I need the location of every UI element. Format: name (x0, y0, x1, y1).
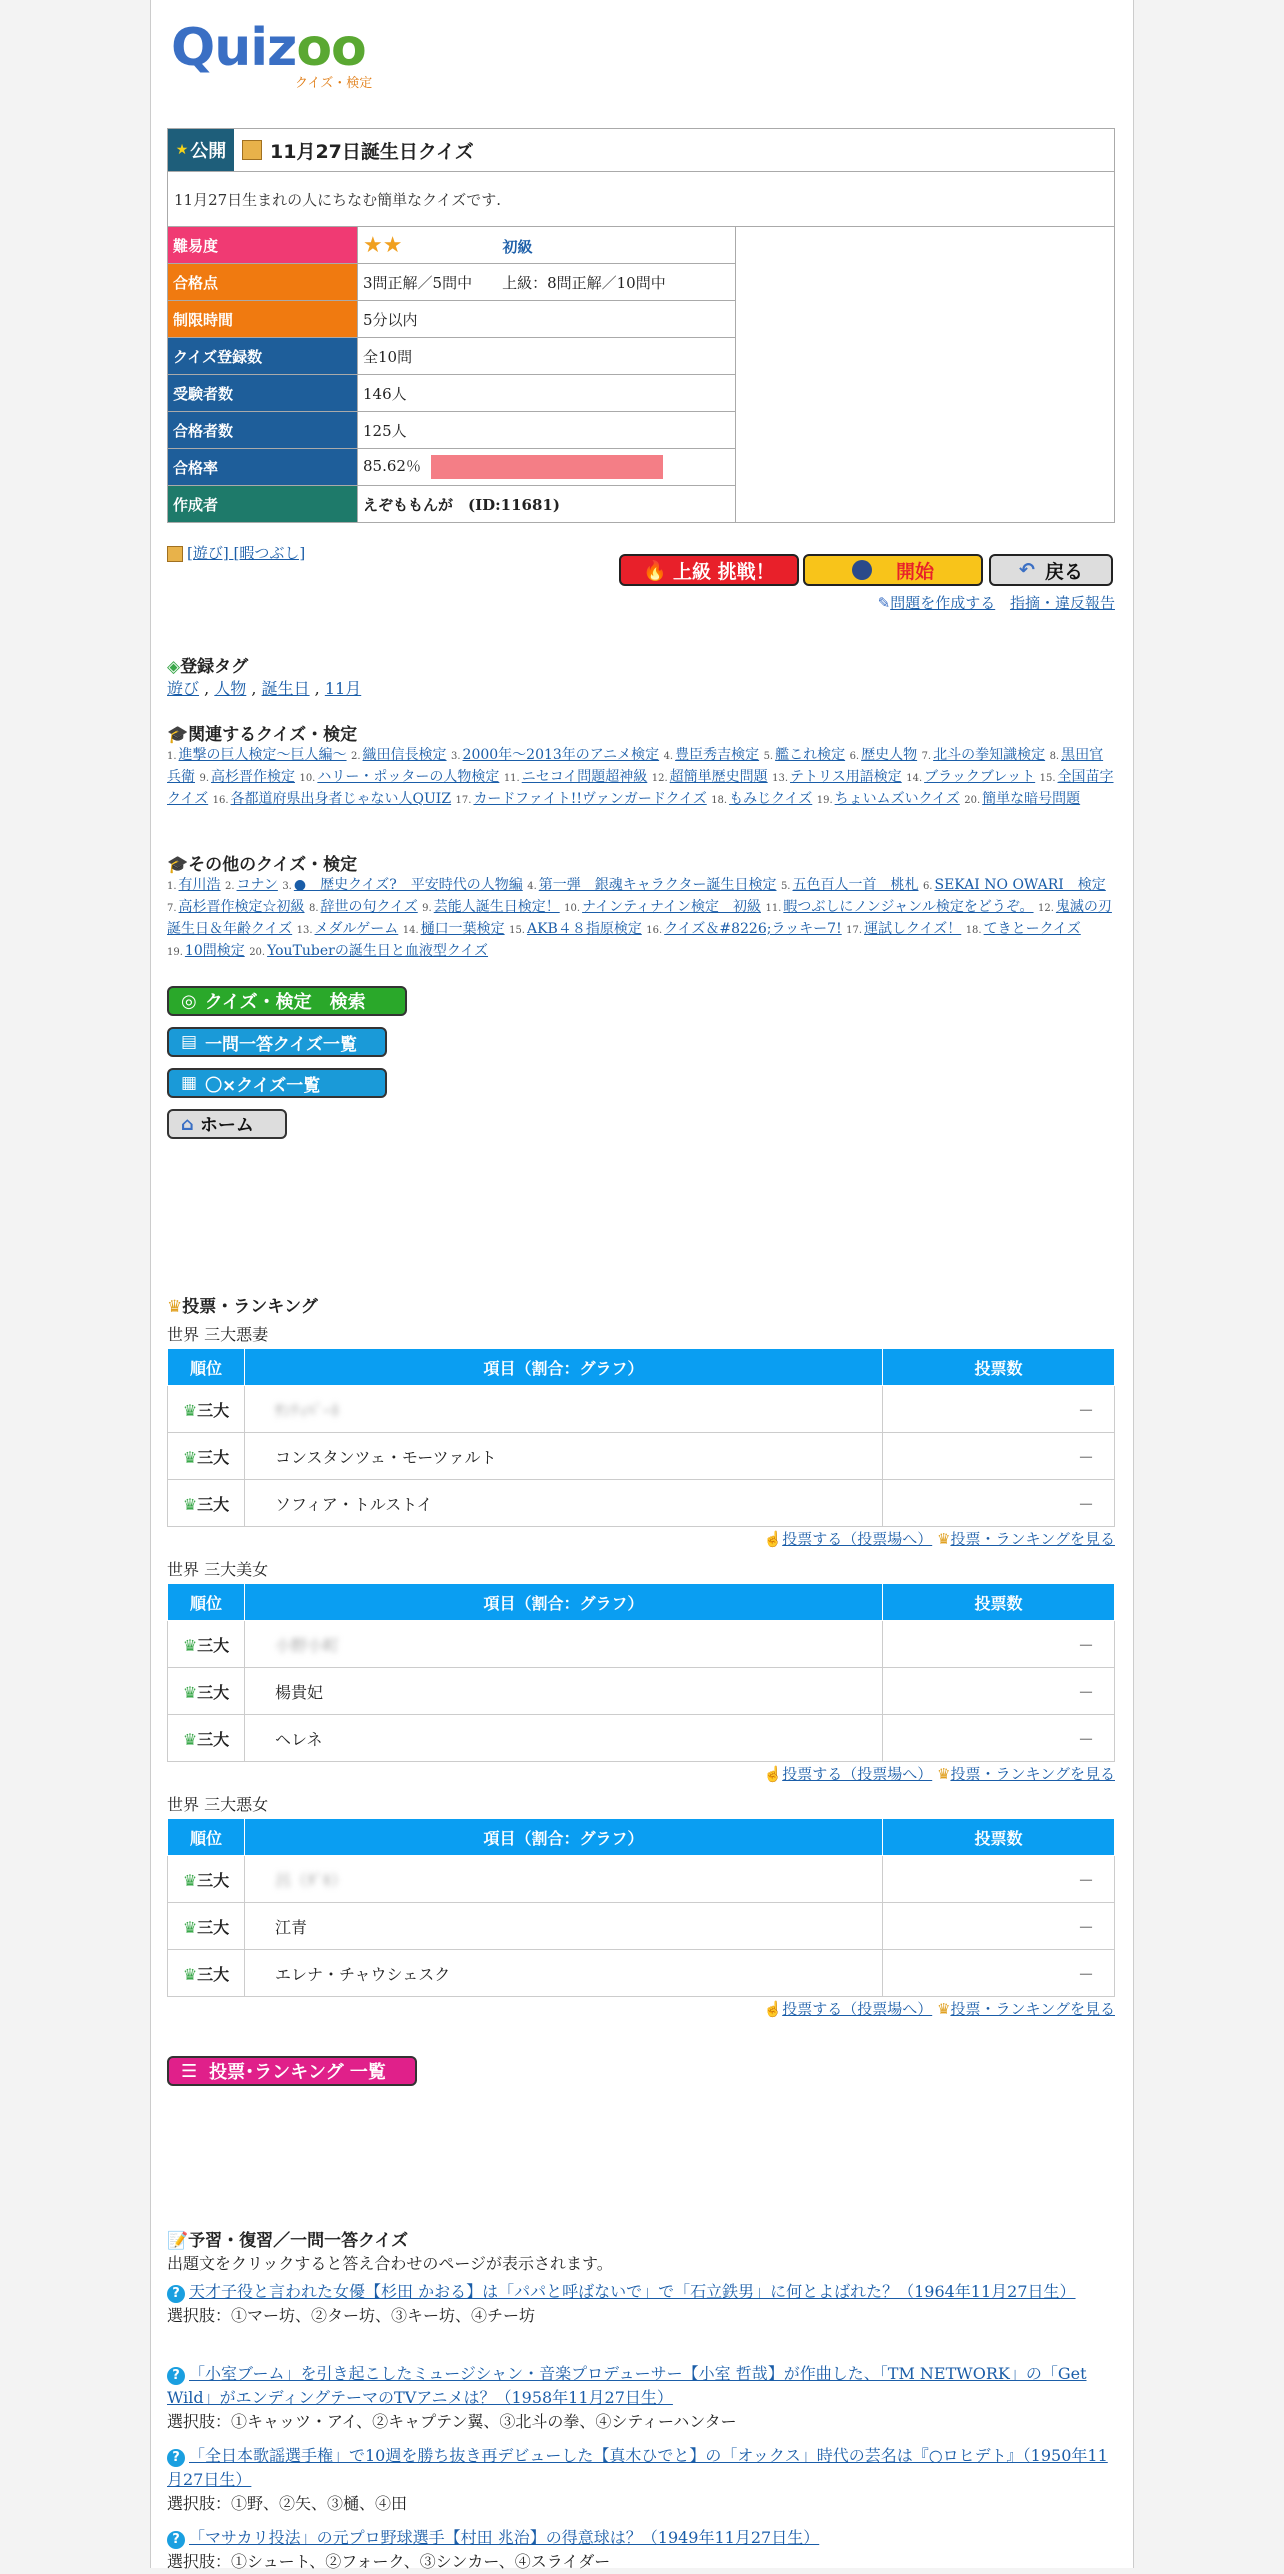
crown-icon: ♛ (182, 1447, 198, 1467)
list-number: 14. (402, 925, 419, 936)
quiz-link[interactable]: 北斗の拳知識検定 (933, 747, 1046, 763)
list-number: 18. (711, 795, 728, 806)
quiz-link[interactable]: 豊臣秀吉検定 (675, 747, 760, 763)
table-row (168, 1480, 1115, 1527)
poll-table (167, 1583, 1115, 1762)
quiz-link[interactable]: 簡単な暗号問題 (982, 791, 1081, 807)
back-button[interactable]: ↶ 戻る (989, 554, 1113, 586)
flame-icon: 🔥 (643, 559, 668, 582)
review-item (167, 2280, 1115, 2328)
rank-label: 三大 (197, 1682, 230, 1702)
rank-label: 三大 (197, 1917, 230, 1937)
poll-title: 世界 三大悪妻 (167, 1325, 269, 1344)
quiz-link[interactable]: AKB４８指原検定 (526, 921, 642, 937)
pencil-icon: ✎ (877, 594, 891, 612)
list-number: 4. (527, 881, 537, 892)
crown-icon: ♛ (182, 1682, 198, 1702)
quiz-link[interactable]: 高杉晋作検定 (211, 769, 295, 785)
list-number: 3. (282, 881, 292, 892)
tag-link[interactable]: 人物 (214, 679, 247, 698)
tag-link[interactable]: 遊び (167, 679, 200, 698)
quiz-link[interactable]: 超簡単歴史問題 (669, 769, 768, 785)
count-header: 投票数 (883, 1584, 1115, 1621)
list-number: 16. (212, 795, 229, 806)
review-question-link[interactable]: 「マサカリ投法」の元プロ野球選手【村田 兆治】の得意球は？（1949年11月27日生） (189, 2528, 820, 2547)
others-heading: 🎓その他のクイズ・検定 (167, 855, 358, 875)
count-header: 投票数 (883, 1349, 1115, 1386)
question-count: 全10問 (358, 338, 736, 375)
quiz-link[interactable]: クイズ＆#8226;ラッキー7! (664, 921, 842, 937)
review-item (167, 2444, 1115, 2516)
table-row (168, 1386, 1115, 1433)
question-icon: ? (167, 2367, 185, 2385)
list-number: 20. (249, 947, 266, 958)
list-number: 20. (964, 795, 981, 806)
quiz-link[interactable]: ハリー・ポッターの人物検定 (317, 769, 500, 785)
quiz-link[interactable]: ちょいムズいクイズ (834, 791, 960, 807)
others-list (167, 875, 1115, 963)
see-ranking-link[interactable]: 投票・ランキングを見る (950, 1530, 1115, 1548)
quiz-link[interactable]: 第一弾 銀魂キャラクター誕生日検定 (538, 877, 777, 893)
quiz-link[interactable]: 各都道府県出身者じゃない人QUIZ (230, 791, 452, 807)
difficulty-value: 初級 (502, 237, 533, 256)
list-number: 13. (772, 773, 789, 784)
create-question-link[interactable]: 問題を作成する (890, 594, 996, 612)
tag-icon: ◈ (167, 657, 181, 677)
crown-icon: ♛ (182, 1729, 198, 1749)
quiz-link[interactable]: カードファイト!!ヴァンガードクイズ (473, 791, 707, 807)
table-row (168, 1903, 1115, 1950)
quiz-link[interactable]: ● 歴史クイズ? 平安時代の人物編 (293, 877, 523, 893)
crown-icon: ♛ (167, 1297, 183, 1317)
see-ranking-link[interactable]: 投票・ランキングを見る (950, 2000, 1115, 2018)
poll-links (764, 1998, 1116, 2019)
quiz-title: 11月27日誕生日クイズ (270, 140, 474, 163)
quiz-link[interactable]: 有川浩 (178, 877, 221, 893)
start-button[interactable]: 開始 (803, 554, 983, 586)
poll-links (764, 1528, 1116, 1549)
list-number: 17. (455, 795, 472, 806)
review-item (167, 2526, 1115, 2574)
list-number: 9. (199, 773, 209, 784)
list-number: 5. (780, 881, 791, 892)
tag-link[interactable]: 11月 (324, 679, 362, 698)
list-number: 1. (167, 751, 177, 762)
quiz-link[interactable]: コナン (236, 877, 278, 893)
list-number: 3. (451, 751, 461, 762)
poll-item: 小野小町 (275, 1635, 340, 1655)
quiz-link[interactable]: 辞世の句クイズ (320, 899, 418, 915)
list-number: 4. (663, 751, 674, 762)
quiz-link[interactable]: 運試しクイズ！ (864, 921, 962, 937)
question-icon: ? (167, 2531, 185, 2549)
table-row (168, 1950, 1115, 1997)
crown-icon: ♛ (182, 1494, 198, 1514)
list-icon: ▤ (181, 1032, 198, 1052)
vote-icon: ☝ (763, 2000, 783, 2018)
quiz-link[interactable]: メダルゲーム (314, 921, 399, 937)
crown-icon: ♛ (182, 1400, 198, 1420)
ichimon-list-button[interactable]: ▤ 一問一答クイズ一覧 (167, 1027, 387, 1057)
search-icon: ◎ (181, 990, 197, 1012)
vote-link[interactable]: 投票する（投票場へ） (782, 1765, 933, 1783)
list-number: 12. (651, 773, 668, 784)
home-button[interactable]: ⌂ ホーム (167, 1109, 287, 1139)
review-item (167, 2362, 1115, 2434)
pass-score: 3問正解／5問中 上級：8問正解／10問中 (358, 264, 736, 301)
quiz-stats-table: 難易度 ★★ 初級 合格点 3問正解／5問中 上級：8問正解／10問中 制限時間 5分以内 クイズ登録数 全10問 受験者数 146人 合格者数 125人 合格率 85.62％ 作成者 えぞももんが (ID:11681) (168, 227, 736, 522)
related-list (167, 745, 1115, 811)
list-icon: ☰ (181, 2060, 198, 2082)
vote-icon: ☝ (763, 1530, 783, 1548)
review-choices: 選択肢：①マー坊、②ター坊、③キー坊、④チー坊 (167, 2306, 536, 2325)
poll-item: コンスタンツェ・モーツァルト (275, 1447, 497, 1467)
star-icon: ★ (175, 142, 189, 158)
poll-item: ヘレネ (275, 1729, 323, 1749)
rank-header: 順位 (168, 1349, 245, 1386)
quiz-link[interactable]: 鬼滅の刃誕生日＆年齢クイズ (167, 899, 1112, 937)
report-link[interactable]: 指摘・違反報告 (1009, 594, 1115, 612)
vote-count: － (883, 1668, 1115, 1715)
notebook-icon: 📝 (167, 2231, 189, 2251)
rank-header: 順位 (168, 1819, 245, 1856)
list-number: 9. (422, 903, 432, 914)
author: えぞももんが (ID:11681) (358, 486, 736, 523)
quiz-link[interactable]: 織田信長検定 (362, 747, 447, 763)
vote-count: － (883, 1386, 1115, 1433)
report-links (878, 592, 1115, 613)
vote-count: － (883, 1903, 1115, 1950)
quiz-link[interactable]: ニセコイ問題超神級 (521, 769, 648, 785)
list-number: 2. (225, 881, 235, 892)
crown-icon: ♛ (182, 1964, 198, 1984)
rank-label: 三大 (197, 1400, 230, 1420)
vote-count: － (883, 1480, 1115, 1527)
tag-icon (167, 546, 183, 562)
table-row (168, 1856, 1115, 1903)
quiz-link[interactable]: 芸能人誕生日検定！ (433, 899, 560, 915)
item-header: 項目（割合：グラフ） (245, 1819, 883, 1856)
difficulty-stars-icon: ★★ (363, 232, 403, 258)
poll-item: 楊貴妃 (275, 1682, 324, 1702)
quiz-link[interactable]: 樋口一葉検定 (420, 921, 505, 937)
tags-list: 遊び , 人物 , 誕生日 , 11月 (167, 679, 362, 698)
crown-icon: ♛ (182, 1870, 198, 1890)
review-question-link[interactable]: 天才子役と言われた女優【杉田 かおる】は「パパと呼ばないで」で「石立鉄男」に何とよばれた？（1964年11月27日生） (189, 2282, 1076, 2301)
poll-table (167, 1818, 1115, 1997)
public-badge: ★ 公開 (168, 129, 234, 171)
quiz-icon (242, 140, 262, 160)
list-number: 6. (922, 881, 933, 892)
time-limit: 5分以内 (358, 301, 736, 338)
related-heading: 🎓関連するクイズ・検定 (167, 725, 358, 745)
advanced-challenge-button[interactable]: 🔥 上級 挑戦！ (619, 554, 799, 586)
vote-icon: ☝ (763, 1765, 783, 1783)
crown-icon: ♛ (182, 1917, 198, 1937)
poll-table (167, 1348, 1115, 1527)
quiz-link[interactable]: テトリス用語検定 (790, 769, 902, 785)
poll-item: 呂（ﾀﾞｷ） (275, 1870, 348, 1890)
quiz-info-box (167, 128, 1115, 523)
quiz-link[interactable]: YouTuberの誕生日と血液型クイズ (267, 943, 489, 959)
list-number: 15. (1039, 773, 1056, 784)
rank-label: 三大 (197, 1447, 230, 1467)
maru-batsu-list-button[interactable]: ▦ 〇×クイズ一覧 (167, 1068, 387, 1098)
list-number: 1. (167, 881, 177, 892)
tag-link[interactable]: 誕生日 (261, 679, 310, 698)
list-number: 5. (763, 751, 774, 762)
crown-icon: ♛ (936, 1530, 951, 1548)
list-number: 14. (906, 773, 923, 784)
quiz-link[interactable]: ナインティナイン検定 初級 (582, 899, 761, 915)
quiz-link[interactable]: 黒田官兵衛 (167, 747, 1104, 785)
pass-rate: 85.62％ (363, 457, 421, 475)
item-header: 項目（割合：グラフ） (245, 1349, 883, 1386)
quiz-link[interactable]: 2000年〜2013年のアニメ検定 (462, 747, 660, 763)
question-icon: ? (167, 2449, 185, 2467)
home-icon: ⌂ (181, 1113, 194, 1135)
review-choices: 選択肢：①シュート、②フォーク、③シンカー、④スライダー (167, 2552, 611, 2571)
review-subtitle: 出題文をクリックすると答え合わせのページが表示されます。 (167, 2254, 613, 2273)
review-choices: 選択肢：①野、②矢、③樋、④田 (167, 2494, 408, 2513)
list-number: 18. (965, 925, 982, 936)
count-header: 投票数 (883, 1819, 1115, 1856)
see-ranking-link[interactable]: 投票・ランキングを見る (950, 1765, 1115, 1783)
site-logo[interactable]: Quizoo クイズ・検定 (171, 18, 373, 91)
rank-label: 三大 (197, 1870, 230, 1890)
review-question-link[interactable]: 「小室ブーム」を引き起こしたミュージシャン・音楽プロデューサー【小室 哲哉】が作曲した、「TM NETWORK」の「Get Wild」がエンディングテーマのTVアニメは？（1958年11月27日生） (167, 2364, 1087, 2407)
quiz-link[interactable]: 全国苗字クイズ (167, 769, 1114, 807)
poll-title: 世界 三大悪女 (167, 1795, 269, 1814)
list-number: 10. (299, 773, 316, 784)
crown-icon: ♛ (936, 1765, 951, 1783)
ranking-list-button[interactable]: ☰ 投票･ランキング 一覧 (167, 2056, 417, 2086)
question-icon: ? (167, 2285, 185, 2303)
poll-links (764, 1763, 1116, 1784)
quiz-link[interactable]: 10問検定 (184, 943, 245, 959)
list-number: 13. (296, 925, 313, 936)
back-arrow-icon: ↶ (1019, 559, 1035, 581)
vote-count: － (883, 1433, 1115, 1480)
rank-label: 三大 (197, 1964, 230, 1984)
tag-links[interactable]: [遊び] [暇つぶし] (167, 542, 305, 563)
vote-count: － (883, 1621, 1115, 1668)
poll-item: ｻﾝﾃｨﾊﾟｰﾈ (275, 1400, 340, 1420)
list-number: 6. (849, 751, 860, 762)
table-row (168, 1433, 1115, 1480)
quiz-link[interactable]: 五色百人一首 桃札 (792, 877, 919, 893)
list-number: 11. (765, 903, 782, 914)
grid-icon: ▦ (181, 1073, 198, 1093)
list-number: 16. (646, 925, 663, 936)
list-number: 15. (509, 925, 525, 936)
graduation-cap-icon: 🎓 (167, 725, 189, 745)
list-number: 12. (1038, 903, 1054, 914)
quiz-link[interactable]: SEKAI NO OWARI 検定 (934, 877, 1106, 893)
vote-link[interactable]: 投票する（投票場へ） (782, 1530, 933, 1548)
examinee-count: 146人 (358, 375, 736, 412)
table-row (168, 1668, 1115, 1715)
quiz-description: 11月27日生まれの人にちなむ簡単なクイズです. (168, 172, 1114, 227)
list-number: 17. (846, 925, 863, 936)
quiz-link[interactable]: 艦これ検定 (775, 747, 846, 763)
pass-rate-bar (431, 455, 663, 479)
review-choices: 選択肢：①キャッツ・アイ、②キャプテン翼、③北斗の拳、④シティーハンター (167, 2412, 737, 2431)
table-row (168, 1715, 1115, 1762)
list-number: 2. (351, 751, 361, 762)
passer-count: 125人 (358, 412, 736, 449)
list-number: 7. (921, 751, 932, 762)
quiz-link[interactable]: 進撃の巨人検定〜巨人編〜 (178, 747, 347, 763)
list-number: 19. (167, 947, 183, 958)
page-column (150, 0, 1134, 2571)
quiz-link[interactable]: ブラックブレット (924, 769, 1036, 785)
list-number: 11. (503, 773, 520, 784)
ranking-heading: ♛投票・ランキング (167, 1297, 318, 1317)
review-question-link[interactable]: 「全日本歌謡選手権」で10週を勝ち抜き再デビューした【真木ひでと】の「オックス」時代の芸名は『○ロヒデト』（1950年11月27日生） (167, 2446, 1108, 2489)
quiz-link[interactable]: 暇つぶしにノンジャンル検定をどうぞ。 (783, 899, 1034, 915)
crown-icon: ♛ (936, 2000, 951, 2018)
table-row (168, 1621, 1115, 1668)
vote-count: － (883, 1715, 1115, 1762)
poll-item: エレナ・チャウシェスク (275, 1964, 451, 1984)
quiz-search-button[interactable]: ◎ クイズ・検定 検索 (167, 986, 407, 1016)
quiz-link[interactable]: てきとークイズ (983, 921, 1081, 937)
quiz-link[interactable]: もみじクイズ (729, 791, 813, 807)
list-number: 8. (1049, 751, 1060, 762)
rank-label: 三大 (197, 1494, 230, 1514)
review-heading: 📝予習・復習／一問一答クイズ (167, 2231, 409, 2251)
graduation-cap-icon: 🎓 (167, 855, 189, 875)
rank-label: 三大 (197, 1635, 230, 1655)
vote-link[interactable]: 投票する（投票場へ） (782, 2000, 933, 2018)
quiz-link[interactable]: 歴史人物 (861, 747, 918, 763)
quiz-link[interactable]: 高杉晋作検定☆初級 (178, 899, 305, 915)
question-icon (852, 560, 872, 580)
poll-item: 江青 (275, 1917, 308, 1937)
list-number: 8. (309, 903, 319, 914)
crown-icon: ♛ (182, 1635, 198, 1655)
list-number: 10. (564, 903, 581, 914)
rank-label: 三大 (197, 1729, 230, 1749)
item-header: 項目（割合：グラフ） (245, 1584, 883, 1621)
vote-count: － (883, 1950, 1115, 1997)
list-number: 19. (816, 795, 833, 806)
rank-header: 順位 (168, 1584, 245, 1621)
poll-title: 世界 三大美女 (167, 1560, 269, 1579)
tags-heading: ◈登録タグ (167, 657, 249, 677)
vote-count: － (883, 1856, 1115, 1903)
poll-item: ソフィア・トルストイ (275, 1494, 433, 1514)
list-number: 7. (167, 903, 177, 914)
